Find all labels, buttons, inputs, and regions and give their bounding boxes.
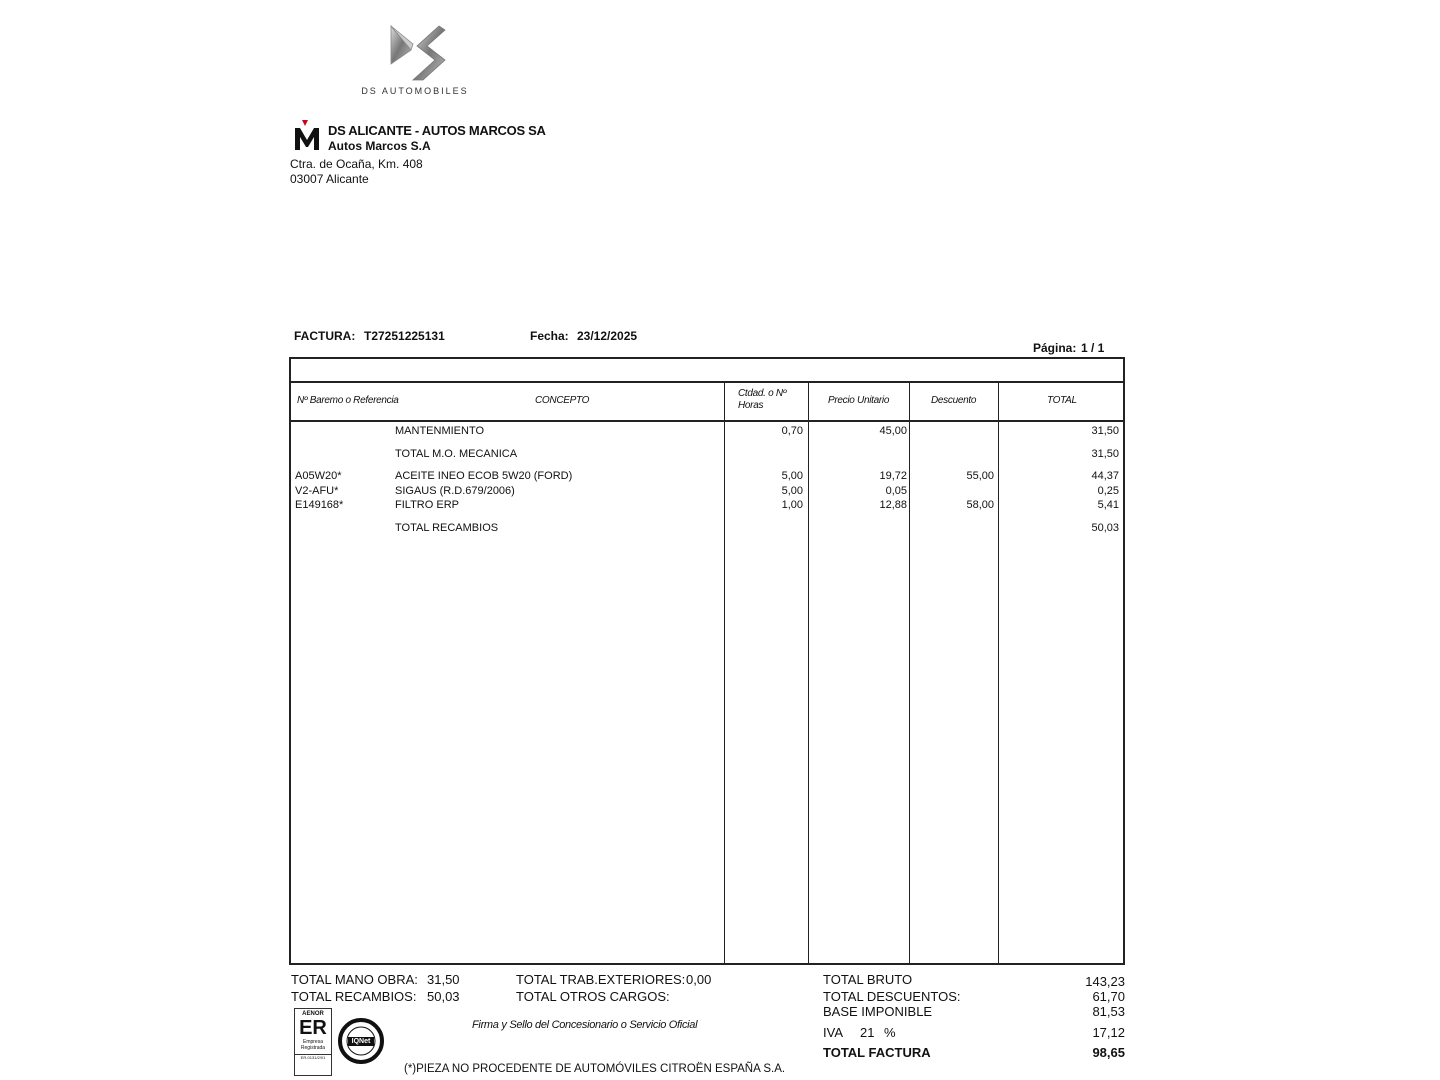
row-3-qty: 5,00 xyxy=(781,485,803,497)
row-3-price: 0,05 xyxy=(885,485,907,497)
total-factura-label: TOTAL FACTURA xyxy=(823,1045,931,1060)
header-qty-line2: Horas xyxy=(738,400,764,411)
iva-label: IVA xyxy=(823,1025,843,1040)
row-3-concept: SIGAUS (R.D.679/2006) xyxy=(395,485,515,497)
iqnet-label: IQNet xyxy=(351,1038,371,1045)
dealer-name: DS ALICANTE - AUTOS MARCOS SA xyxy=(328,123,546,138)
row-2-total: 44,37 xyxy=(1091,470,1119,482)
total-descuentos-value: 61,70 xyxy=(1092,989,1125,1004)
aenor-line2: Registrada xyxy=(300,1045,326,1051)
total-descuentos-label: TOTAL DESCUENTOS: xyxy=(823,989,961,1004)
fecha-label: Fecha: xyxy=(530,329,569,343)
trab-ext-label: TOTAL TRAB.EXTERIORES: xyxy=(516,972,686,987)
total-bruto-label: TOTAL BRUTO xyxy=(823,972,913,987)
row-4-total: 5,41 xyxy=(1097,499,1119,511)
header-concept: CONCEPTO xyxy=(535,395,590,406)
footnote: (*)PIEZA NO PROCEDENTE DE AUTOMÓVILES CITROËN ESPAÑA S.A. xyxy=(404,1063,786,1075)
base-imponible-label: BASE IMPONIBLE xyxy=(823,1004,933,1019)
row-3-total: 0,25 xyxy=(1097,485,1119,497)
header-qty-line1: Ctdad. o Nº xyxy=(738,388,787,399)
header-total: TOTAL xyxy=(1047,395,1077,406)
invoice-table xyxy=(289,357,1125,965)
row-1-total: 31,50 xyxy=(1091,448,1119,460)
signature-caption: Firma y Sello del Concesionario o Servicio Oficial xyxy=(472,1019,698,1031)
row-1-concept: TOTAL M.O. MECANICA xyxy=(395,448,518,460)
ds-logo-icon xyxy=(383,20,453,84)
row-2-concept: ACEITE INEO ECOB 5W20 (FORD) xyxy=(395,470,573,482)
row-4-ref: E149168* xyxy=(295,499,344,511)
factura-label: FACTURA: xyxy=(294,329,356,343)
aenor-line1: Empresa xyxy=(302,1039,323,1045)
aenor-badge-icon xyxy=(294,1008,332,1076)
factura-number: T27251225131 xyxy=(364,329,445,343)
row-2-discount: 55,00 xyxy=(966,470,994,482)
row-4-price: 12,88 xyxy=(879,499,907,511)
row-5-total: 50,03 xyxy=(1091,522,1119,534)
recambios-value: 50,03 xyxy=(427,989,460,1004)
row-0-price: 45,00 xyxy=(879,425,907,437)
header-ref: Nº Baremo o Referencia xyxy=(297,395,399,406)
trab-ext-value: 0,00 xyxy=(686,972,712,987)
row-4-concept: FILTRO ERP xyxy=(395,499,459,511)
pagina-value: 1 / 1 xyxy=(1081,341,1105,355)
aenor-mark: ER xyxy=(299,1017,327,1039)
dealer-address-line2: 03007 Alicante xyxy=(290,172,369,186)
iva-value: 17,12 xyxy=(1092,1025,1125,1040)
aenor-code: ER-0131/2/01 xyxy=(295,1054,331,1060)
iva-percent-sign: % xyxy=(884,1025,896,1040)
dealer-subtitle: Autos Marcos S.A xyxy=(328,139,431,153)
row-4-discount: 58,00 xyxy=(966,499,994,511)
iva-rate: 21 xyxy=(860,1025,875,1040)
header-unit-price: Precio Unitario xyxy=(828,395,890,406)
pagina-label: Página: xyxy=(1033,341,1077,355)
row-4-qty: 1,00 xyxy=(781,499,803,511)
row-3-ref: V2-AFU* xyxy=(295,485,339,497)
recambios-label: TOTAL RECAMBIOS: xyxy=(291,989,417,1004)
total-bruto-value: 143,23 xyxy=(1085,974,1125,989)
row-5-concept: TOTAL RECAMBIOS xyxy=(395,522,499,534)
row-0-concept: MANTENMIENTO xyxy=(395,425,485,437)
mano-obra-value: 31,50 xyxy=(427,972,460,987)
dealer-address-line1: Ctra. de Ocaña, Km. 408 xyxy=(290,157,423,171)
otros-cargos-label: TOTAL OTROS CARGOS: xyxy=(516,989,670,1004)
header-discount: Descuento xyxy=(931,395,977,406)
row-2-ref: A05W20* xyxy=(295,470,342,482)
row-2-price: 19,72 xyxy=(879,470,907,482)
iqnet-badge-icon xyxy=(338,1018,384,1064)
total-factura-value: 98,65 xyxy=(1092,1045,1125,1060)
row-2-qty: 5,00 xyxy=(781,470,803,482)
autos-marcos-logo-icon xyxy=(294,120,320,152)
fecha-value: 23/12/2025 xyxy=(577,329,638,343)
brand-name: DS AUTOMOBILES xyxy=(361,86,469,96)
aenor-title: AENOR xyxy=(302,1011,324,1017)
base-imponible-value: 81,53 xyxy=(1092,1004,1125,1019)
row-0-qty: 0,70 xyxy=(781,425,803,437)
row-0-total: 31,50 xyxy=(1091,425,1119,437)
mano-obra-label: TOTAL MANO OBRA: xyxy=(291,972,418,987)
